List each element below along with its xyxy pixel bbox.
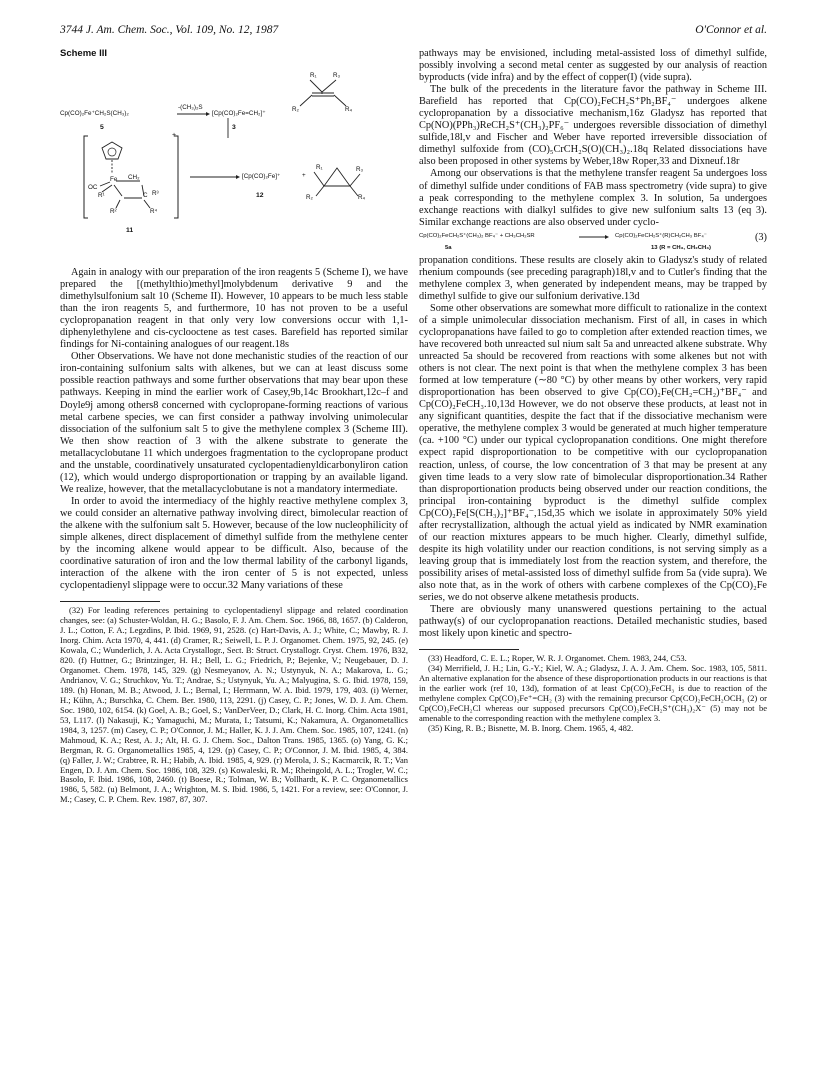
scheme-iii [60,62,408,267]
metallacycle-c: C [143,192,148,199]
equation-left-number: 5a [445,244,452,251]
footnote-rule [60,601,160,602]
footnote: (35) King, R. B.; Bisnette, M. B. Inorg. Chem. 1965, 4, 482. [428,722,634,733]
cyclopropane-r3: R₃ [356,166,364,173]
metallacycle-r4: R⁴ [150,208,158,215]
footnote: (33) Headford, C. E. L.; Roper, W. R. J. Organomet. Chem. 1983, 244, C53. [428,653,687,664]
alkene-r4-label: R₄ [345,106,353,113]
equation-right-number: 13 (R = CH₃, CH₂CH₃) [651,244,711,251]
compound-number-5: 5 [100,124,104,131]
compound-number-12: 12 [256,192,264,199]
scheme-drawing [60,62,408,267]
footnote-rule [419,649,519,650]
metallacycle-oc: OC [88,184,98,191]
alkene-r1-label: R₁ [310,72,317,79]
metallacycle-fe: Fe [110,176,118,183]
fragment-formula: [Cp(CO)₂Fe]⁺ [242,173,281,180]
body-paragraph: Again in analogy with our preparation of the iron reagents 5 (Scheme I), we have prepared the [(methylthio)methyl]molybdenum derivative 9 and the dimethylsulfonium salt 10 (Scheme II). However, 10 appears to be much less stable than the iron reagents 5, and furthermore, 10 has not proven to be a useful cyclopropanation reagent in that only very low conversions occur with 1,1-diphenylethylene and cis-cyclooctene as test cases. Barefield has reported similar findings for Ni-containing analogues of our reagent.18s [60,267,408,351]
reactant-formula: Cp(CO)₂Fe⁺CH₂S(CH₃)₂ [60,110,129,117]
left-column [60,48,408,805]
body-paragraph: pathways may be envisioned, including metal-assisted loss of dimethyl sulfide, possibly involving a second metal center as suggested by our analysis of reaction byproducts (vide infra) and by the effect of copper(I) (vide supra). [419,48,767,84]
scheme-title: Scheme III [60,48,107,59]
cyclopropane-r2: R₂ [306,194,313,201]
compound-number-11: 11 [126,227,134,234]
metallacycle-r3: R³ [152,190,159,197]
body-paragraph: Among our observations is that the methylene transfer reagent 5a undergoes loss of dimethyl sulfide under conditions of FAB mass spectrometry (vide supra) to give a peak corresponding to the methylene complex 3. In solution, 5a undergoes exchange reactions with dialkyl sulfides to give new sulfonium salts 13 (eq 3). Similar exchange reactions are also observed under cyclo- [419,168,767,228]
equation-number: (3) [754,231,767,243]
body-paragraph: There are obviously many unanswered questions pertaining to the actual pathway(s) of our cyclopropanation reactions. Detailed mechanistic studies, based most likely upon kinetic and spectro- [419,604,767,640]
alkene-r3-label: R₃ [333,72,341,79]
cyclopropane-r4: R₄ [358,194,366,201]
author-running-head: O'Connor et al. [695,24,767,36]
metallacycle-ch2: CH₂ [128,174,140,181]
carbene-formula: [Cp(CO)₂Fe=CH₂]⁺ [212,110,266,117]
right-column [419,48,767,734]
journal-citation: 3744 J. Am. Chem. Soc., Vol. 109, No. 12, 1987 [60,24,279,36]
alkene-r2-label: R₂ [292,106,299,113]
metallacycle-r1: R¹ [98,192,105,199]
compound-number-3: 3 [232,124,236,131]
metallacycle-r2: R² [110,208,117,215]
footnote: (34) Merrifield, J. H.; Lin, G.-Y.; Kiel, W. A.; Gladysz, J. A. J. Am. Chem. Soc. 1983, 105, 5811. An alternative explanation for the absence of these disproportionation products in our reactions is that in the earlier work (ref 10, 13d), formation of at least Cp(CO)₂FeCH₃ is due to reaction of the methylene complex Cp(CO)₂Fe⁺=CH₂ (3) with the remaining precursor Cp(CO)₂FeCH₂OCH₃ (2) or Cp(CO)₂FeCH₂Cl whereas our supposed precursors Cp(CO)₂FeCH₂S⁺(CH₃)₂X⁻ (5) may not be amenable to the corresponding reaction with the methylene complex 3. [419,663,767,723]
running-header [60,24,767,38]
body-paragraph: propanation conditions. These results are closely akin to Gladysz's study of related rhenium compounds (see preceding paragraph)18l,v and to Cutler's finding that the methylene complex 3, when generated by independent means, may be trapped by dimethyl sulfide to give our sulfonium derivative.13d [419,254,767,302]
equation-left: Cp(CO)₂FeCH₂S⁺(CH₃)₂ BF₄⁻ + CH₃CH₂SR [419,232,535,239]
body-paragraph: In order to avoid the intermediacy of the highly reactive methylene complex 3, we could consider an alternative pathway involving direct, bimolecular reaction of the alkene with the sulfonium salt 5. However, because of the low nucleophilicity of simple alkenes, direct displacement of dimethyl sulfide from the methylene center by the incoming alkene would appear to be difficult. Also, because of the coordinative saturation of iron and the low thermal lability of the carbonyl ligands, interaction of the alkene with the iron center of 5 is not expected, unless cyclopentadienyl slippage were to occur.32 Many variations of these [60,495,408,592]
body-paragraph: Some other observations are somewhat more difficult to rationalize in the context of a simple unimolecular dissociation mechanism. First of all, in cases in which cyclopropanations have failed to go to completion after extended reaction times, we have recovered both unreacted sul nium salt 5a and unreacted alkene substrate. Why unreacted 5a should be recovered from reactions with some alkenes but not with others is not clear. The next point is that when the methylene complex 3 has been formed at low temperature (∼80 °C) by other means by other workers, very rapid disproportionation has been observed to give Cp(CO)₂Fe(CH₂=CH₂)⁺BF₄⁻ and Cp(CO)₂FeCH₃.10,13d However, we do not observe these products, at least not in any significant quantities, despite the fact that if the dissociative mechanism were operative, the methylene complex 3 would be generated at much higher temperature (ca. +100 °C) under our typical cyclopropanation conditions. One might therefore expect rapid disproportionation to be competitive with our cyclopropanation reaction, unless, of course, the low concentration of 3 that may be present at any given time leads to a very slow rate of bimolecular disproportionation.34 Rather than disproportionation products being observed under our reaction conditions, the principal iron-containing byproduct is the dimethyl sulfide complex Cp(CO)₂Fe[S(CH₃)₂]⁺BF₄⁻,15d,35 which we isolate in approximately 50% yield after recrystallization, although the actual yield as indicated by NMR examination of our reaction mixtures appears to be much higher. Clearly, dimethyl sulfide, despite its high volatility under our reaction conditions, is not serving simply as a leaving group that is immediately lost from the reaction system, and therefore, the possibility arises of metal-assisted loss of dimethyl sulfide from 5a (vide supra). We also note that, as in the work of others with carbene complexes of the Cp(CO)₂Fe series, we do not observe alkene metathesis products. [419,302,767,604]
body-paragraph: Other Observations. We have not done mechanistic studies of the reaction of our iron-containing sulfonium salts with alkenes, but we can at least discuss some possible reaction pathways and some further observations that may bear upon these pathways. Keeping in mind the earlier work of Casey,9b,14c Brookhart,12c–f and Doyle9j among others8 concerned with cyclopropane-forming reactions of various metal carbene species, we can first consider a pathway involving unimolecular dissociation of the sulfonium salt 5 to give the methylene complex 3 (Scheme III). We then show reaction of 3 with the alkene substrate to generate the metallacyclobutane 11 which undergoes fragmentation to the cyclopropane product and the unstable, coordinatively unsaturated cyclopentadienyldicarbonyliron cation (12), which would undergo disproportionation or trapping by an available ligand. We realize, however, that the metallacyclobutane is not a mandatory intermediate. [60,351,408,495]
equation-right: Cp(CO)₂FeCH₂S⁺(R)CH₂CH₃ BF₄⁻ [615,232,707,239]
cyclopropane-r1: R₁ [316,164,323,171]
arrow-label: -(CH₃)₂S [178,104,203,111]
footnote: (32) For leading references pertaining to cyclopentadienyl slippage and related coordination changes, see: (a) Schuster-Woldan, H. G.; Basolo, F. J. Am. Chem. Soc. 1966, 88, 1657. (b) Calderon, J. L.; Cotton, F. A.; Legzdins, P. Ibid. 1969, 91, 2528. (c) Hart-Davis, A. J.; White, C.; Mawby, R. J. Inorg. Chim. Acta 1970, 4, 441. (d) Cramer, R.; Seiwell, L. P. J. Organomet. Chem. 1975, 92, 245. (e) Kowala, C.; Wunderlich, J. A. Acta Crystallogr., Sect. B: Struct. Crystallogr. Cryst. Chem. 1976, B32, 820. (f) Huttner, G.; Brintzinger, H. H.; Bell, L. G.; Friedrich, P.; Bejenke, V.; Neugebauer, D. J. Organomet. Chem. 1978, 145, 329. (g) Nesmeyanov, A. N.; Ustynyuk, N. A.; Makarova, L. G.; Andrianov, V. G.; Struchkov, Yu. T.; Andrae, S.; Ustynyuk, Yu. A.; Malyugina, S. G. Ibid. 1978, 159, 189. (h) Honan, M. B.; Atwood, J. L.; Bernal, I.; Herrmann, W. A. Ibid. 1979, 179, 403. (i) Werner, H.; Kühn, A.; Burschka, C. Chem. Ber. 1980, 113, 2291. (j) Casey, C. P.; Jones, W. D. J. Am. Chem. Soc. 1980, 102, 6154. (k) Goel, A. B.; Goel, S.; VanDerVeer, D.; Clark, H. C. Inorg. Chim. Acta 1981, 53, L117. (l) Nakasuji, K.; Yamaguchi, M.; Murata, I.; Tatsumi, K.; Nakamura, A. Organometallics 1984, 3, 1257. (m) Casey, C. P.; O'Connor, J. M.; Haller, K. J. J. Am. Chem. Soc. 1985, 107, 1241. (n) Mahmoud, K. A.; Rest, A. J.; Alt, H. G. J. Chem. Soc., Dalton Trans. 1985, 1365. (o) Yang, G. K.; Bergman, R. G. Organometallics 1985, 4, 129. (p) Casey, C. P.; O'Connor, J. M. Ibid. 1985, 4, 384. (q) Faller, J. W.; Crabtree, R. H.; Habib, A. Ibid. 1985, 4, 929. (r) Merola, J. S.; Kacmarcik, R. T.; Van Engen, D. J. Am. Chem. Soc. 1986, 108, 329. (s) Kowaleski, R. M.; Rheingold, A. L.; Trogler, W. C.; Basolo, F. Ibid. 1986, 108, 2460. (t) Boese, R.; Tolman, W. B.; Vollhardt, K. P. C. Organometallics 1986, 5, 582. (u) Belmont, J. A.; Wrighton, M. S. Ibid. 1986, 5, 1421. For a review, see: O'Connor, J. M.; Casey, C. P. Chem. Rev. 1987, 87, 307. [60,605,408,805]
plus-sign: + [302,172,306,179]
metallacycle-charge: + [172,132,177,139]
body-paragraph: The bulk of the precedents in the literature favor the pathway in Scheme III. Barefield has reported that Cp(CO)₂FeCH₂S⁺Ph₂BF₄⁻ undergoes alkene cyclopropanation by a dissociative mechanism,16z Gladysz has reported that Cp(NO)(PPh₃)ReCH₂S⁺(CH₃)₂PF₆⁻ undergoes reversible dissociation of dimethyl sulfide,18l,v and Fischer and Weber have reported irreversible dissociation of dimethyl sulfoxide from (CO)₅CrCH₂S(O)(CH₃)₂.18q Related dissociations have also been proposed in other systems by Weber,18w Roper,33 and Dixneuf.18r [419,84,767,168]
equation-3 [419,230,767,254]
